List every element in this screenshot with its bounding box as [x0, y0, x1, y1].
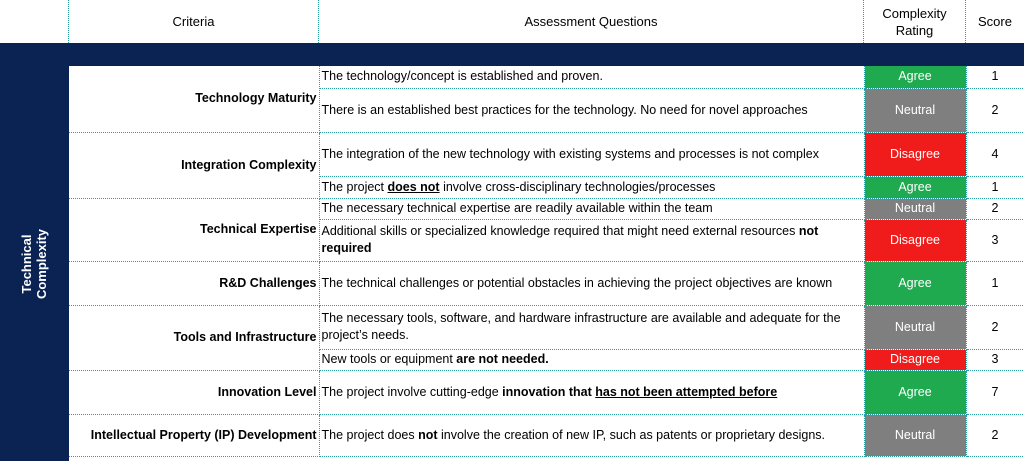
header-blank [0, 0, 69, 43]
question-emphasis: does not [387, 179, 440, 194]
question-cell: The necessary technical expertise are readily available within the team [319, 198, 864, 219]
header-questions: Assessment Questions [319, 0, 864, 43]
question-text: Additional skills or specialized knowledge required that might need external resources [321, 224, 799, 238]
question-cell: The necessary tools, software, and hardware infrastructure are available and adequate for the project’s needs. [319, 305, 864, 349]
question-cell [319, 176, 864, 198]
question-emphasis: are not needed. [456, 352, 549, 366]
rating-cell: Disagree [864, 132, 966, 176]
rating-cell: Agree [864, 261, 966, 305]
table-row [69, 370, 1024, 414]
rating-cell: Disagree [864, 219, 966, 261]
category-side-label [0, 66, 69, 461]
table-row [69, 198, 1024, 219]
assessment-table [69, 66, 1024, 457]
score-cell: 2 [966, 88, 1024, 132]
score-cell: 1 [966, 261, 1024, 305]
rating-cell: Disagree [864, 349, 966, 370]
question-cell [319, 370, 864, 414]
criteria-cell: Technology Maturity [69, 66, 319, 132]
criteria-cell: Innovation Level [69, 370, 319, 414]
table-row [69, 66, 1024, 88]
question-text: involve the creation of new IP, such as patents or proprietary designs. [437, 427, 826, 442]
header-score: Score [978, 14, 1012, 29]
criteria-cell: Intellectual Property (IP) Development [69, 414, 319, 456]
question-cell: There is an established best practices for the technology. No need for novel approaches [319, 88, 864, 132]
question-emphasis: not required [321, 224, 819, 255]
rating-cell: Neutral [864, 305, 966, 349]
rating-cell: Neutral [864, 414, 966, 456]
criteria-cell: Technical Expertise [69, 198, 319, 261]
rating-cell: Neutral [864, 88, 966, 132]
score-cell: 2 [966, 414, 1024, 456]
score-cell: 7 [966, 370, 1024, 414]
question-emphasis: not [418, 427, 438, 442]
table-row [69, 261, 1024, 305]
question-text: New tools or equipment [321, 352, 457, 366]
question-cell [319, 414, 864, 456]
question-cell [319, 219, 864, 261]
criteria-cell: R&D Challenges [69, 261, 319, 305]
category-line2: Complexity [34, 228, 50, 299]
header-band [0, 43, 1024, 66]
category-line1: Technical [19, 233, 35, 294]
table-row [69, 414, 1024, 456]
question-text: The project does [321, 427, 419, 442]
rating-cell: Agree [864, 176, 966, 198]
question-emphasis: has not been attempted before [595, 384, 778, 399]
score-cell: 3 [966, 349, 1024, 370]
table-row [69, 305, 1024, 349]
criteria-cell: Integration Complexity [69, 132, 319, 198]
question-cell: The integration of the new technology with existing systems and processes is not complex [319, 132, 864, 176]
question-cell: The technology/concept is established and proven. [319, 66, 864, 88]
question-cell [319, 349, 864, 370]
rating-cell: Agree [864, 66, 966, 88]
table-row [69, 132, 1024, 176]
question-text: The project [321, 179, 388, 194]
rating-cell: Neutral [864, 198, 966, 219]
header-criteria: Criteria [69, 0, 319, 43]
header-rating: Complexity Rating [864, 0, 966, 43]
score-cell: 2 [966, 198, 1024, 219]
question-text: The project involve cutting-edge [321, 384, 503, 399]
criteria-cell: Tools and Infrastructure [69, 305, 319, 370]
score-cell: 4 [966, 132, 1024, 176]
score-cell: 3 [966, 219, 1024, 261]
score-cell: 1 [966, 66, 1024, 88]
score-cell: 1 [966, 176, 1024, 198]
question-emphasis: innovation that [502, 384, 592, 399]
question-text: involve cross-disciplinary technologies/processes [439, 179, 716, 194]
question-cell: The technical challenges or potential obstacles in achieving the project objectives are known [319, 261, 864, 305]
score-cell: 2 [966, 305, 1024, 349]
rating-cell: Agree [864, 370, 966, 414]
